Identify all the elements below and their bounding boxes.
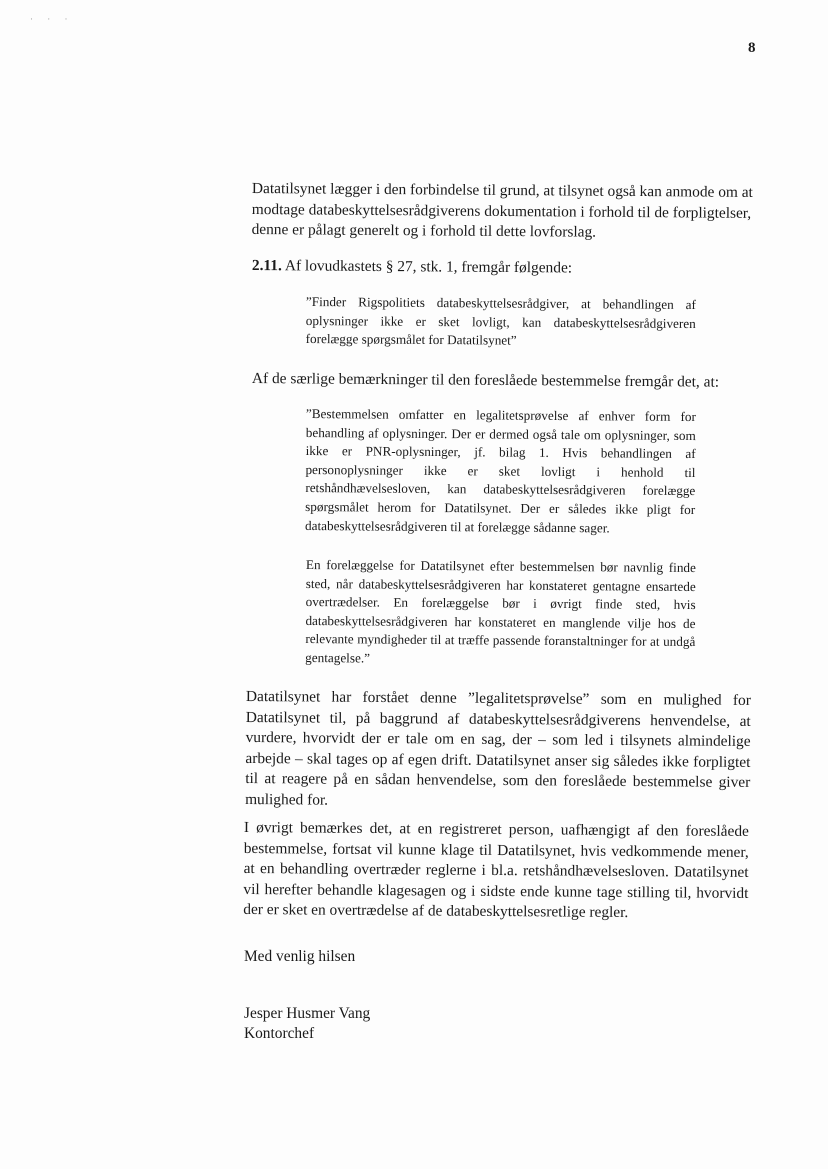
- paragraph-legality-review: Datatilsynet har forstået denne ”legalitetsprøvelse” som en mulighed for Datatilsynet til, på baggrund af databeskyttelsesrådgiverens henvendelse, at vurdere, hvorvidt der er tale om en sag, der – som led i tilsynets almindelige arbejde – skal tages op af egen drift. Datatilsynet anser sig således ikke forpligtet til at reagere på en sådan henvendelse, som den foreslåede bestemmelse giver mulighed for.: [245, 687, 751, 809]
- closing-greeting: Med venlig hilsen: [244, 948, 356, 965]
- section-text: Af lovudkastets § 27, stk. 1, fremgår følgende:: [284, 257, 573, 277]
- paragraph-remarks-intro: Af de særlige bemærkninger til den foreslåede bestemmelse fremgår det, at:: [251, 369, 720, 391]
- page-number: 8: [748, 40, 756, 56]
- quote-statute: ”Finder Rigspolitiets databeskyttelsesrådgiver, at behandlingen af oplysninger ikke er sket lovligt, kan databeskyttelsesrådgiveren forelægge spørgsmålet for Datatilsynet”: [305, 293, 696, 348]
- signatory-title: Kontorchef: [244, 1025, 315, 1042]
- signatory-name: Jesper Husmer Vang: [244, 1005, 371, 1022]
- scan-specks: · · ·: [30, 14, 74, 24]
- paragraph-complaint: I øvrigt bemærkes det, at en registreret person, uafhængigt af den foreslåede bestemmelse, fortsat vil kunne klage til Datatilsynet, hvis vedkommende mener, at en behandling overtræder reglerne i bl.a. retshåndhævelsesloven. Datatilsynet vil herefter behandle klagesagen og i sidste ende kunne tage stilling til, hvorvidt der er sket en overtrædelse af de databeskyttelsesretlige regler.: [243, 818, 749, 922]
- quote-remarks-part2: En forelæggelse for Datatilsynet efter bestemmelsen bør navnlig finde sted, når databeskyttelsesrådgiveren har konstateret gentagne ensartede overtrædelser. En forelæggelse bør i øvrigt finde sted, hvis databeskyttelsesrådgiveren har konstateret en manglende vilje hos de relevante myndigheder til at træffe passende foranstaltninger for at undgå gentagelse.”: [305, 556, 696, 666]
- section-heading: [252, 256, 757, 280]
- section-number: 2.11.: [251, 256, 282, 275]
- quote-remarks-part1: ”Bestemmelsen omfatter en legalitetsprøvelse af enhver form for behandling af oplysninger. Der er dermed også tale om oplysninger, som ikke er PNR-oplysninger, jf. bilag 1. Hvis behandlingen af personoplysninger ikke er sket lovligt i henhold til retshåndhævelsesloven, kan databeskyttelsesrådgiveren forelægge spørgsmålet herom for Datatilsynet. Der er således ikke pligt for databeskyttelsesrådgiveren til at forelægge sådanne sager.: [304, 405, 696, 535]
- paragraph-intro: Datatilsynet lægger i den forbindelse til grund, at tilsynet også kan anmode om at modtage databeskyttelsesrådgiverens dokumentation i forhold til de forpligtelser, denne er pålagt generelt og i forhold til dette lovforslag.: [251, 179, 753, 241]
